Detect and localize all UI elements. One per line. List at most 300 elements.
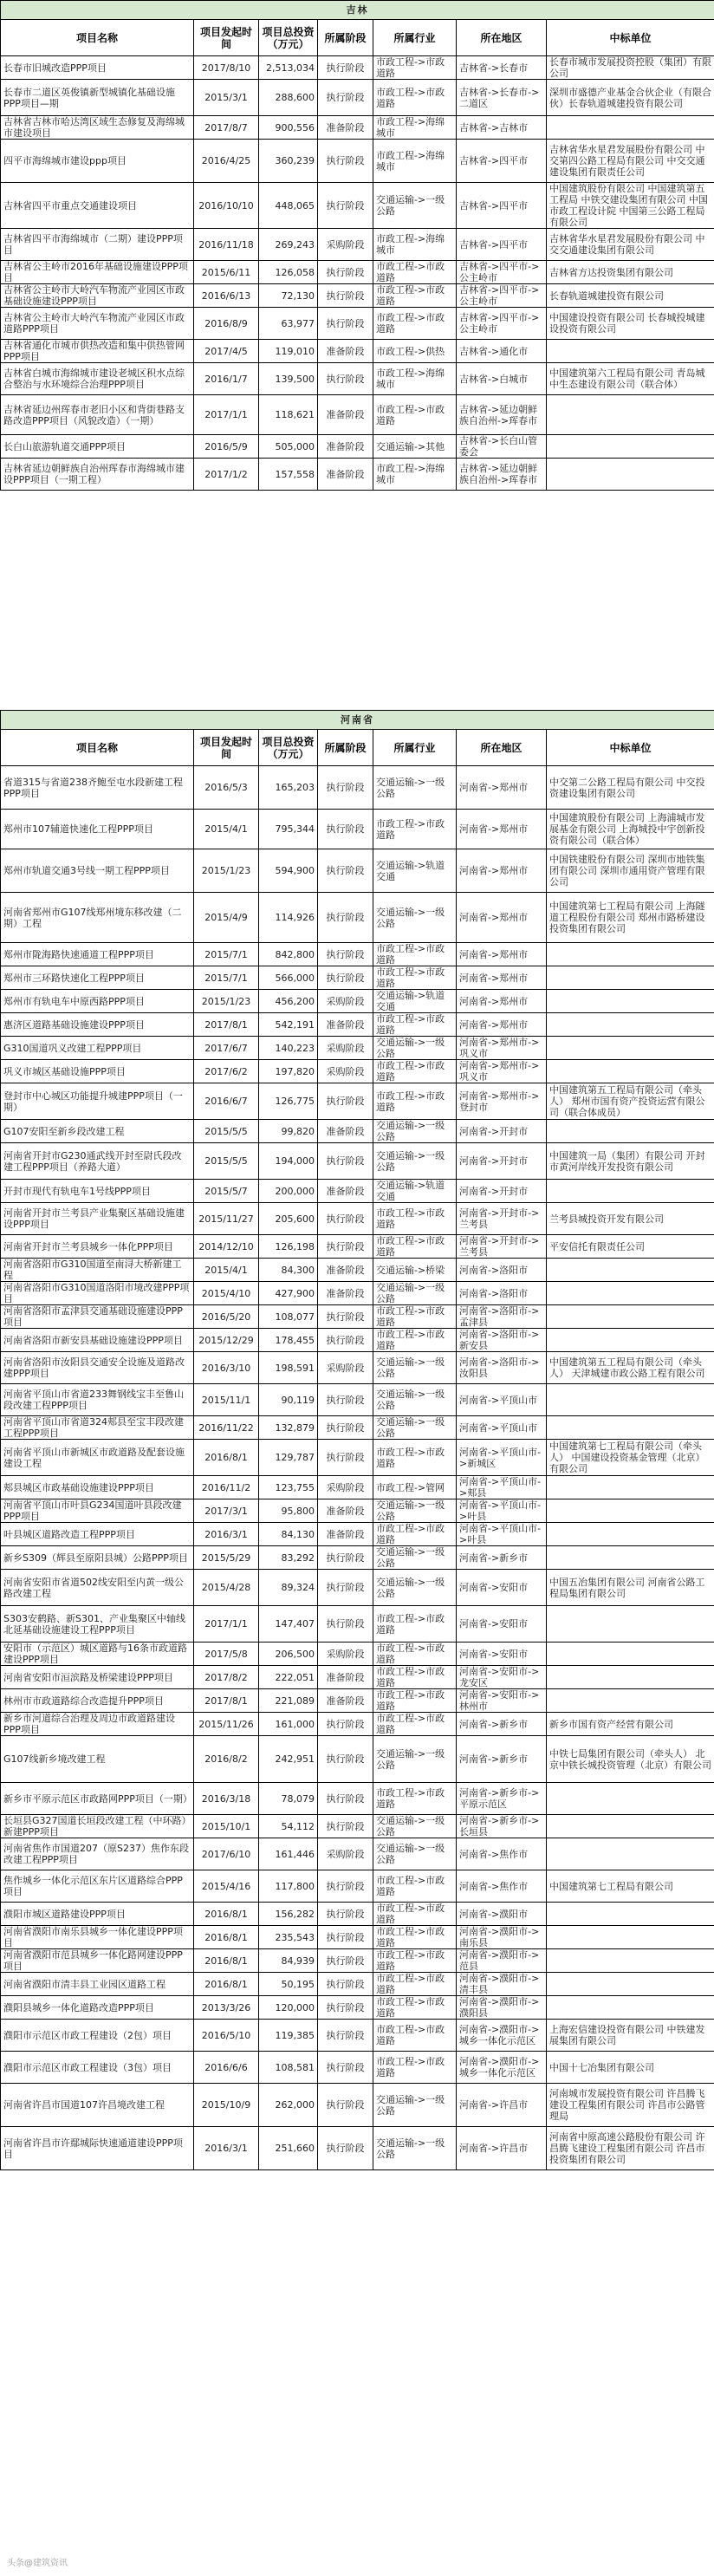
table-row — [1, 308, 714, 340]
industry-cell: 市政工程->市政道路 — [373, 1713, 457, 1736]
table-row — [1, 1060, 714, 1083]
winner-cell — [547, 1180, 714, 1203]
start-date-cell: 2016/6/6 — [194, 2052, 259, 2084]
investment-cell: 132,879 — [259, 1416, 318, 1440]
project-name-cell: 河南省濮阳市南乐县城乡一体化建设PPP项目 — [1, 1926, 194, 1949]
region-header: 所在地区 — [457, 20, 547, 56]
winner-cell: 中国建筑第六工程局有限公司 青岛城中生态建设有限公司（联合体） — [547, 363, 714, 395]
project-name-cell: 河南省洛阳市新安县基础设施建设PPP项目 — [1, 1329, 194, 1352]
investment-cell: 178,455 — [259, 1329, 318, 1352]
winner-cell: 中国建筑第七工程局有限公司 上海隧道工程股份有限公司 郑州市路桥建设投资集团有限公司 — [547, 893, 714, 943]
industry-cell: 市政工程->海绵城市 — [373, 229, 457, 261]
stage-cell: 执行阶段 — [318, 1783, 373, 1815]
start-date-cell: 2016/5/9 — [194, 435, 259, 459]
investment-cell: 83,292 — [259, 1546, 318, 1570]
project-name-cell: 吉林省四平市重点交通建设项目 — [1, 183, 194, 229]
investment-cell: 156,282 — [259, 1903, 318, 1926]
table-row — [1, 1259, 714, 1282]
start-date-cell: 2016/1/7 — [194, 363, 259, 395]
watermark: 头条@建筑资讯 — [7, 2559, 68, 2568]
industry-cell: 市政工程->市政道路 — [373, 810, 457, 849]
investment-cell: 448,065 — [259, 183, 318, 229]
stage-cell: 采购阶段 — [318, 1060, 373, 1083]
project-name-header: 项目名称 — [1, 20, 194, 56]
table-row — [1, 1949, 714, 1973]
region-cell: 吉林省->四平市->公主岭市 — [457, 308, 547, 340]
table-row — [1, 340, 714, 363]
investment-cell: 126,058 — [259, 261, 318, 284]
investment-cell: 139,500 — [259, 363, 318, 395]
project-name-cell: 郑州市三环路快速化工程PPP项目 — [1, 966, 194, 990]
start-date-cell: 2016/8/1 — [194, 1926, 259, 1949]
winner-cell — [547, 1259, 714, 1282]
project-name-cell: 惠济区道路基础设施建设PPP项目 — [1, 1013, 194, 1037]
winner-cell — [547, 943, 714, 966]
project-name-cell: 郑州市轨道交通3号线一期工程PPP项目 — [1, 849, 194, 893]
winner-cell: 中国铁建股份有限公司 深圳市地铁集团有限公司 深圳市通用资产管理有限公司 — [547, 849, 714, 893]
project-name-cell: 吉林省吉林市哈达湾区域生态修复及海绵城市建设项目 — [1, 116, 194, 140]
stage-cell: 采购阶段 — [318, 1352, 373, 1384]
region-cell: 河南省->焦作市 — [457, 1870, 547, 1903]
project-name-cell: 河南省濮阳市范县城乡一体化路网建设PPP项目 — [1, 1949, 194, 1973]
winner-cell — [547, 966, 714, 990]
winner-cell — [547, 1013, 714, 1037]
investment-cell: 360,239 — [259, 140, 318, 183]
start-date-cell: 2017/8/2 — [194, 1666, 259, 1689]
region-cell: 吉林省->通化市 — [457, 340, 547, 363]
table-row — [1, 363, 714, 395]
stage-cell: 执行阶段 — [318, 1440, 373, 1476]
winner-cell: 河南省中原高速公路股份有限公司 许昌腾飞建设工程集团有限公司 许昌市投资集团有限公司 — [547, 2127, 714, 2170]
project-name-cell: 河南省洛阳市G310国道至南浔大桥新建工程 — [1, 1259, 194, 1282]
investment-cell: 114,926 — [259, 893, 318, 943]
project-name-cell: 河南省洛阳市G310国道洛阳市境改建PPP项目 — [1, 1282, 194, 1305]
region-cell: 河南省->洛阳市->新安县 — [457, 1329, 547, 1352]
winner-cell: 河南城市发展投资有限公司 许昌腾飞建设工程集团有限公司 许昌市公路管理局 — [547, 2084, 714, 2127]
table-row — [1, 1499, 714, 1523]
region-cell: 河南省->郑州市 — [457, 766, 547, 810]
stage-cell: 执行阶段 — [318, 308, 373, 340]
stage-header: 所属阶段 — [318, 20, 373, 56]
project-name-cell: 河南省平顶山市叶县G234国道叶县段改建PPP项目 — [1, 1499, 194, 1523]
table-row — [1, 1180, 714, 1203]
winner-cell — [547, 1666, 714, 1689]
project-name-cell: 吉林省四平市海绵城市（二期）建设PPP项目 — [1, 229, 194, 261]
stage-cell: 执行阶段 — [318, 1870, 373, 1903]
industry-header: 所属行业 — [373, 730, 457, 766]
industry-cell: 交通运输->一级公路 — [373, 1352, 457, 1384]
investment-cell: 119,385 — [259, 2020, 318, 2052]
table-row — [1, 2052, 714, 2084]
industry-cell: 市政工程->市政道路 — [373, 395, 457, 435]
stage-cell: 执行阶段 — [318, 1083, 373, 1120]
winner-cell — [547, 1903, 714, 1926]
region-cell: 河南省->郑州市->巩义市 — [457, 1037, 547, 1060]
stage-cell: 执行阶段 — [318, 1996, 373, 2020]
table-row — [1, 1203, 714, 1235]
industry-cell: 交通运输->一级公路 — [373, 1143, 457, 1180]
project-name-cell: 开封市现代有轨电车1号线PPP项目 — [1, 1180, 194, 1203]
table-row — [1, 140, 714, 183]
region-cell: 吉林省->四平市 — [457, 140, 547, 183]
region-cell: 河南省->安阳市 — [457, 1570, 547, 1606]
stage-cell: 执行阶段 — [318, 2020, 373, 2052]
project-name-cell: 河南省许昌市国道107许昌境改建工程 — [1, 2084, 194, 2127]
winner-cell: 中国建筑一局（集团）有限公司 开封市黄河岸线开发投资有限公司 — [547, 1143, 714, 1180]
table-row — [1, 1996, 714, 2020]
project-name-cell: 登封市中心城区功能提升城建PPP项目（一期） — [1, 1083, 194, 1120]
region-cell: 河南省->郑州市 — [457, 943, 547, 966]
start-date-cell: 2016/5/20 — [194, 1305, 259, 1329]
investment-cell: 197,820 — [259, 1060, 318, 1083]
region-cell: 河南省->郑州市 — [457, 810, 547, 849]
industry-cell: 市政工程->市政道路 — [373, 1523, 457, 1546]
region-cell: 河南省->郑州市 — [457, 893, 547, 943]
project-name-cell: 河南省许昌市许鄢城际快速通道建设PPP项目 — [1, 2127, 194, 2170]
investment-cell: 84,130 — [259, 1523, 318, 1546]
region-cell: 河南省->洛阳市 — [457, 1282, 547, 1305]
industry-cell: 交通运输->一级公路 — [373, 1282, 457, 1305]
project-name-cell: 濮阳县城乡一体化道路改造PPP项目 — [1, 1996, 194, 2020]
investment-cell: 84,300 — [259, 1259, 318, 1282]
winner-cell — [547, 1783, 714, 1815]
start-date-cell: 2016/8/1 — [194, 1440, 259, 1476]
industry-cell: 市政工程->市政道路 — [373, 1235, 457, 1259]
stage-cell: 准备阶段 — [318, 1499, 373, 1523]
start-date-cell: 2015/11/1 — [194, 1384, 259, 1416]
project-name-cell: 濮阳市城区道路建设PPP项目 — [1, 1903, 194, 1926]
stage-cell: 执行阶段 — [318, 1416, 373, 1440]
table-row — [1, 1713, 714, 1736]
section-title: 吉林 — [1, 1, 714, 20]
industry-cell: 市政工程->市政道路 — [373, 1903, 457, 1926]
industry-cell: 市政工程->市政道路 — [373, 1783, 457, 1815]
winner-cell — [547, 340, 714, 363]
region-header: 所在地区 — [457, 730, 547, 766]
project-name-cell: 郑州市陇海路快速通道工程PPP项目 — [1, 943, 194, 966]
stage-cell: 执行阶段 — [318, 80, 373, 116]
stage-cell: 执行阶段 — [318, 766, 373, 810]
stage-cell: 准备阶段 — [318, 1180, 373, 1203]
project-name-cell: 濮阳市示范区市政工程建设（3包）项目 — [1, 2052, 194, 2084]
investment-cell: 206,500 — [259, 1643, 318, 1666]
stage-cell: 采购阶段 — [318, 1838, 373, 1870]
start-date-cell: 2017/1/2 — [194, 459, 259, 491]
project-name-cell: 新乡市平原示范区市政路网PPP项目（一期） — [1, 1783, 194, 1815]
stage-cell: 执行阶段 — [318, 1606, 373, 1643]
stage-cell: 采购阶段 — [318, 229, 373, 261]
stage-cell: 执行阶段 — [318, 1926, 373, 1949]
stage-cell: 执行阶段 — [318, 2052, 373, 2084]
region-cell: 河南省->新乡市->长垣县 — [457, 1815, 547, 1838]
region-cell: 河南省->濮阳市->城乡一体化示范区 — [457, 2020, 547, 2052]
start-date-cell: 2017/1/1 — [194, 1606, 259, 1643]
table-row — [1, 1037, 714, 1060]
investment-cell: 505,000 — [259, 435, 318, 459]
region-cell: 河南省->濮阳市->范县 — [457, 1949, 547, 1973]
table-row — [1, 1440, 714, 1476]
stage-cell: 准备阶段 — [318, 459, 373, 491]
henan-project-table — [0, 710, 714, 2170]
project-name-cell: 长春市二道区英俊镇新型城镇化基础设施PPP项目—期 — [1, 80, 194, 116]
table-row — [1, 1143, 714, 1180]
industry-cell: 市政工程->市政道路 — [373, 261, 457, 284]
region-cell: 河南省->平顶山市->叶县 — [457, 1499, 547, 1523]
winner-cell — [547, 116, 714, 140]
table-row — [1, 395, 714, 435]
region-cell: 河南省->安阳市 — [457, 1643, 547, 1666]
industry-cell: 市政工程->市政道路 — [373, 1329, 457, 1352]
industry-cell: 交通运输->一级公路 — [373, 1815, 457, 1838]
industry-cell: 交通运输->轨道交通 — [373, 849, 457, 893]
start-date-cell: 2016/11/22 — [194, 1416, 259, 1440]
table-row — [1, 1013, 714, 1037]
table-row — [1, 849, 714, 893]
start-date-cell: 2017/8/1 — [194, 1689, 259, 1713]
winner-cell: 深圳市盛德产业基金合伙企业（有限合伙）长春轨道城建投资有限公司 — [547, 80, 714, 116]
winner-cell — [547, 1499, 714, 1523]
region-cell: 吉林省->四平市->公主岭市 — [457, 284, 547, 308]
start-date-cell: 2016/8/9 — [194, 308, 259, 340]
start-date-cell: 2015/7/1 — [194, 943, 259, 966]
project-name-cell: 河南省开封市兰考县城乡一体化PPP项目 — [1, 1235, 194, 1259]
start-date-cell: 2016/3/10 — [194, 1352, 259, 1384]
table-row — [1, 459, 714, 491]
table-row — [1, 1870, 714, 1903]
winner-cell — [547, 1643, 714, 1666]
region-cell: 河南省->郑州市->巩义市 — [457, 1060, 547, 1083]
investment-cell: 194,000 — [259, 1143, 318, 1180]
investment-cell: 161,000 — [259, 1713, 318, 1736]
start-date-cell: 2016/8/2 — [194, 1736, 259, 1783]
investment-cell: 269,243 — [259, 229, 318, 261]
winner-cell: 吉林省方达投资集团有限公司 — [547, 261, 714, 284]
industry-cell: 市政工程->市政道路 — [373, 943, 457, 966]
region-cell: 吉林省->长春市 — [457, 56, 547, 80]
winner-cell: 中国建筑第七工程局有限公司（牵头人） 中国建设投资基金管理（北京）有限公司 — [547, 1440, 714, 1476]
project-name-cell: 吉林省白城市海绵城市建设老城区积水点综合整治与水环境综合治理PPP项目 — [1, 363, 194, 395]
header-row — [1, 730, 714, 766]
industry-cell: 市政工程->市政道路 — [373, 1926, 457, 1949]
investment-cell: 90,119 — [259, 1384, 318, 1416]
investment-cell: 123,755 — [259, 1476, 318, 1499]
region-cell: 河南省->平顶山市 — [457, 1416, 547, 1440]
project-name-cell: 河南省安阳市洹滨路及桥梁建设PPP项目 — [1, 1666, 194, 1689]
investment-cell: 205,600 — [259, 1203, 318, 1235]
table-row — [1, 1083, 714, 1120]
stage-cell: 执行阶段 — [318, 1736, 373, 1783]
winner-header: 中标单位 — [547, 730, 714, 766]
winner-cell — [547, 1546, 714, 1570]
table-row — [1, 2084, 714, 2127]
region-cell: 河南省->洛阳市->孟津县 — [457, 1305, 547, 1329]
industry-cell: 交通运输->一级公路 — [373, 1570, 457, 1606]
start-date-cell: 2016/8/1 — [194, 1949, 259, 1973]
region-cell: 河南省->开封市 — [457, 1180, 547, 1203]
table-row — [1, 435, 714, 459]
project-name-cell: 河南省郑州市G107线郑州境东移改建（二期）工程 — [1, 893, 194, 943]
table-row — [1, 2020, 714, 2052]
winner-cell — [547, 395, 714, 435]
start-date-header: 项目发起时间 — [194, 20, 259, 56]
investment-cell: 140,223 — [259, 1037, 318, 1060]
industry-cell: 交通运输->一级公路 — [373, 2127, 457, 2170]
project-name-cell: 郑州市有轨电车中原西路PPP项目 — [1, 990, 194, 1013]
industry-cell: 交通运输->一级公路 — [373, 766, 457, 810]
table-row — [1, 284, 714, 308]
region-cell: 河南省->濮阳市 — [457, 1903, 547, 1926]
stage-cell: 执行阶段 — [318, 56, 373, 80]
table-row — [1, 116, 714, 140]
industry-cell: 市政工程->市政道路 — [373, 1643, 457, 1666]
table-row — [1, 56, 714, 80]
start-date-cell: 2016/3/18 — [194, 1783, 259, 1815]
industry-cell: 交通运输->桥梁 — [373, 1259, 457, 1282]
winner-cell — [547, 1606, 714, 1643]
project-name-cell: 焦作城乡一体化示范区东片区道路综合PPP项目 — [1, 1870, 194, 1903]
stage-cell: 采购阶段 — [318, 990, 373, 1013]
table-row — [1, 990, 714, 1013]
winner-cell: 中国建筑股份有限公司 上海浦城市发展基金有限公司 上海城投中宇创新投资有限公司（联合体） — [547, 810, 714, 849]
start-date-cell: 2015/4/28 — [194, 1570, 259, 1606]
winner-cell — [547, 1329, 714, 1352]
industry-cell: 交通运输->一级公路 — [373, 2084, 457, 2127]
industry-cell: 市政工程->海绵城市 — [373, 459, 457, 491]
winner-cell — [547, 1416, 714, 1440]
investment-cell: 126,775 — [259, 1083, 318, 1120]
table-row — [1, 1643, 714, 1666]
project-name-cell: 河南省开封市G230通武线开封至尉氏段改建工程PPP项目（养路大道） — [1, 1143, 194, 1180]
project-name-cell: 河南省平顶山市省道233舞钢线宝丰至鲁山段改建工程PPP项目 — [1, 1384, 194, 1416]
industry-cell: 市政工程->市政道路 — [373, 1666, 457, 1689]
project-name-cell: 巩义市城区基础设施PPP项目 — [1, 1060, 194, 1083]
region-cell: 吉林省->吉林市 — [457, 116, 547, 140]
start-date-cell: 2013/3/26 — [194, 1996, 259, 2020]
region-cell: 河南省->开封市 — [457, 1120, 547, 1143]
project-name-cell: 河南省安阳市省道502线安阳至内黄一级公路改建工程 — [1, 1570, 194, 1606]
investment-cell: 161,446 — [259, 1838, 318, 1870]
winner-cell: 吉林省华水星君发展股份有限公司 中交交通建设集团有限公司 — [547, 229, 714, 261]
investment-cell: 456,200 — [259, 990, 318, 1013]
winner-cell: 中国建筑第五工程局有限公司（牵头人） 郑州市国有资产投资运营有限公司（联合体成员） — [547, 1083, 714, 1120]
start-date-cell: 2016/8/1 — [194, 1973, 259, 1996]
start-date-cell: 2016/3/1 — [194, 2127, 259, 2170]
stage-cell: 执行阶段 — [318, 1570, 373, 1606]
investment-cell: 222,051 — [259, 1666, 318, 1689]
project-name-cell: 吉林省通化市城市供热改造和集中供热管网PPP项目 — [1, 340, 194, 363]
start-date-cell: 2017/8/1 — [194, 1013, 259, 1037]
project-name-cell: 河南省开封市兰考县产业集聚区基础设施建设PPP项目 — [1, 1203, 194, 1235]
project-name-cell: 吉林省公主岭市大岭汽车物流产业园区市政基础设施建设PPP项目 — [1, 284, 194, 308]
region-cell: 河南省->洛阳市->汝阳县 — [457, 1352, 547, 1384]
industry-cell: 市政工程->市政道路 — [373, 1949, 457, 1973]
project-name-cell: 长垣县G327国道长垣段改建工程（中环路）新建PPP项目 — [1, 1815, 194, 1838]
investment-cell: 119,010 — [259, 340, 318, 363]
region-cell: 吉林省->长白山管委会 — [457, 435, 547, 459]
start-date-cell: 2017/1/1 — [194, 395, 259, 435]
stage-cell: 执行阶段 — [318, 1235, 373, 1259]
project-name-cell: G107线新乡境改建工程 — [1, 1736, 194, 1783]
region-cell: 河南省->安阳市->龙安区 — [457, 1666, 547, 1689]
project-name-cell: S303安鹤路、新S301、产业集聚区中轴线北延基础设施建设工程PPP项目 — [1, 1606, 194, 1643]
industry-header: 所属行业 — [373, 20, 457, 56]
industry-cell: 交通运输->一级公路 — [373, 1037, 457, 1060]
industry-cell: 市政工程->市政道路 — [373, 80, 457, 116]
stage-cell: 执行阶段 — [318, 284, 373, 308]
winner-cell — [547, 1815, 714, 1838]
industry-cell: 市政工程->市政道路 — [373, 2052, 457, 2084]
industry-cell: 市政工程->市政道路 — [373, 1305, 457, 1329]
start-date-cell: 2017/6/7 — [194, 1037, 259, 1060]
region-cell: 河南省->焦作市 — [457, 1838, 547, 1870]
project-name-cell: 长白山旅游轨道交通PPP项目 — [1, 435, 194, 459]
project-name-cell: 河南省洛阳市孟津县交通基础设施建设PPP项目 — [1, 1305, 194, 1329]
region-cell: 吉林省->长春市->二道区 — [457, 80, 547, 116]
investment-header: 项目总投资（万元） — [259, 20, 318, 56]
project-name-cell: 叶县城区道路改造工程PPP项目 — [1, 1523, 194, 1546]
region-cell: 吉林省->四平市 — [457, 229, 547, 261]
table-row — [1, 810, 714, 849]
start-date-cell: 2015/5/5 — [194, 1143, 259, 1180]
jilin-project-table — [0, 0, 714, 491]
region-cell: 河南省->郑州市 — [457, 1013, 547, 1037]
stage-cell: 执行阶段 — [318, 1815, 373, 1838]
table-row — [1, 1689, 714, 1713]
investment-cell: 129,787 — [259, 1440, 318, 1476]
winner-cell: 长春轨道城建投资有限公司 — [547, 284, 714, 308]
start-date-cell: 2015/7/1 — [194, 966, 259, 990]
table-row — [1, 261, 714, 284]
industry-cell: 市政工程->海绵城市 — [373, 116, 457, 140]
industry-cell: 交通运输->一级公路 — [373, 1838, 457, 1870]
stage-cell: 准备阶段 — [318, 435, 373, 459]
winner-cell: 中国建筑第七工程局有限公司 — [547, 1870, 714, 1903]
stage-cell: 执行阶段 — [318, 2127, 373, 2170]
stage-cell: 执行阶段 — [318, 1143, 373, 1180]
industry-cell: 交通运输->轨道交通 — [373, 1180, 457, 1203]
start-date-cell: 2015/1/23 — [194, 849, 259, 893]
project-name-cell: 新乡市河道综合治理及周边市政道路建设PPP项目 — [1, 1713, 194, 1736]
start-date-cell: 2017/5/8 — [194, 1643, 259, 1666]
header-row — [1, 20, 714, 56]
stage-cell: 执行阶段 — [318, 810, 373, 849]
investment-cell: 235,543 — [259, 1926, 318, 1949]
start-date-cell: 2015/1/23 — [194, 990, 259, 1013]
project-name-cell: 吉林省延边州珲春市老旧小区和背街巷路支路改造PPP项目（风貌改造）（一期） — [1, 395, 194, 435]
project-name-cell: 河南省洛阳市汝阳县交通安全设施及道路改建PPP项目 — [1, 1352, 194, 1384]
region-cell: 河南省->平顶山市->新城区 — [457, 1440, 547, 1476]
stage-cell: 执行阶段 — [318, 1329, 373, 1352]
stage-cell: 执行阶段 — [318, 966, 373, 990]
start-date-cell: 2016/11/18 — [194, 229, 259, 261]
project-name-cell: 四平市海绵城市建设ppp项目 — [1, 140, 194, 183]
start-date-cell: 2015/4/1 — [194, 810, 259, 849]
industry-cell: 交通运输->轨道交通 — [373, 990, 457, 1013]
table-row — [1, 1352, 714, 1384]
project-name-cell: 郏县城区市政基础设施建设PPP项目 — [1, 1476, 194, 1499]
industry-cell: 市政工程->市政道路 — [373, 1606, 457, 1643]
investment-cell: 63,977 — [259, 308, 318, 340]
table-row — [1, 183, 714, 229]
region-cell: 河南省->郑州市 — [457, 990, 547, 1013]
region-cell: 河南省->新乡市 — [457, 1713, 547, 1736]
stage-cell: 执行阶段 — [318, 1973, 373, 1996]
start-date-cell: 2015/3/1 — [194, 80, 259, 116]
start-date-cell: 2017/8/10 — [194, 56, 259, 80]
winner-cell: 中交第二公路工程局有限公司 中交投资建设集团有限公司 — [547, 766, 714, 810]
region-cell: 河南省->许昌市 — [457, 2127, 547, 2170]
investment-cell: 99,820 — [259, 1120, 318, 1143]
